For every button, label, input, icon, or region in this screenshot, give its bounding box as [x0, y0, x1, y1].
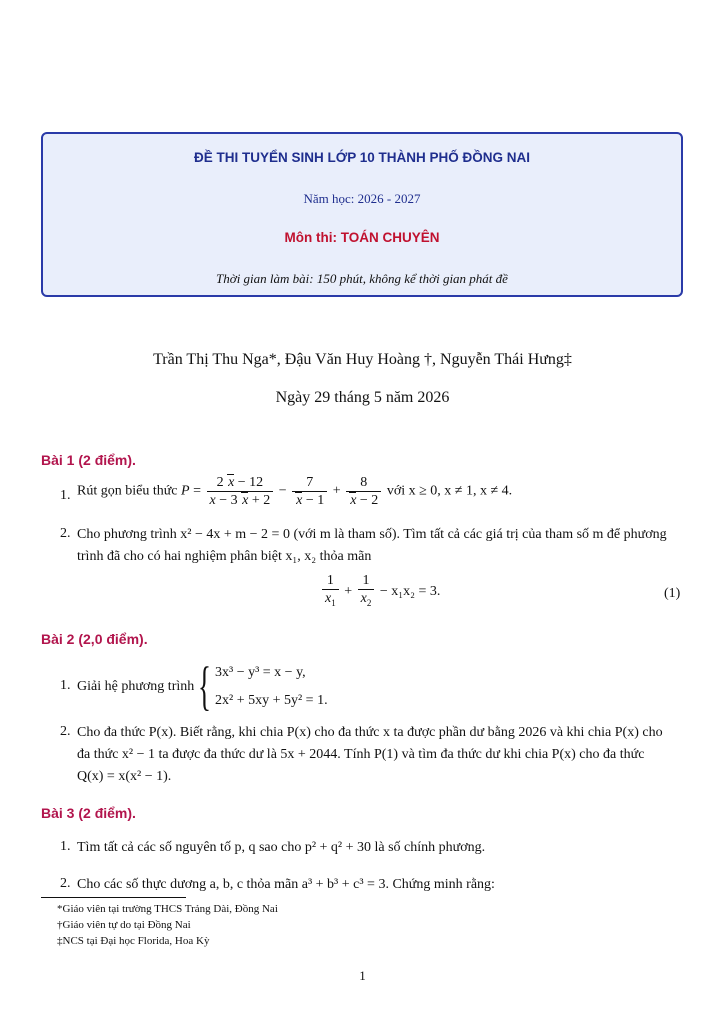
expression-line: Rút gọn biểu thức P = $\frac{2 x - 12}{x - 3 x + 2}$ − $\frac{7}{x - 1}$ + $\frac{8}{x - 2}$ với x ≥ 0, x ≠ 1, x ≠ 4. — [77, 475, 513, 508]
fraction-1: $\frac{2 x - 12}{x - 3 x + 2}$ — [207, 474, 274, 509]
system-lead: Giải hệ phương trình — [77, 679, 195, 694]
footnote-rule — [41, 897, 186, 898]
exam-subject: Môn thi: TOÁN CHUYÊN — [284, 230, 440, 245]
problem-2-heading: Bài 2 (2,0 điểm). — [41, 631, 148, 647]
footnote: *Giáo viên tại trường THCS Trảng Dài, Đồng Nai — [57, 903, 278, 915]
problem-text: Cho phương trình x² − 4x + m − 2 = 0 (với m là tham số). Tìm tất cả các giá trị của tham số m để phương trình đã cho có hai nghiệm phân biệt x₁, x₂ thỏa mãn — [77, 527, 667, 564]
exam-title: ĐỀ THI TUYỂN SINH LỚP 10 THÀNH PHỐ ĐỒNG NAI — [193, 150, 531, 165]
item-label: 1. — [60, 488, 71, 503]
system-brace: { — [198, 656, 211, 716]
problem-3-heading: Bài 3 (2 điểm). — [41, 805, 136, 821]
equation-number: (1) — [664, 586, 681, 601]
fraction-2: $\frac{7}{x - 1}$ — [292, 474, 327, 509]
school-year: Năm học: 2026 - 2027 — [303, 191, 421, 206]
problem-text: Cho đa thức P(x). Biết rằng, khi chia P(x) cho đa thức x ta được phần dư bằng 2026 và khi chia P(x) cho đa thức x² − 1 ta được đa thức dư là 5x + 2044. Tính P(1) và tìm đa thức dư khi chia P(x) cho đa thức Q(x) = x(x² − 1). — [77, 725, 663, 784]
system-equation-1: 3x³ − y³ = x − y, — [215, 665, 306, 680]
equation-1: $\frac{1}{x_1}$ + $\frac{1}{x_2}$ − x₁x₂ = 3. — [320, 572, 440, 612]
exam-header-box — [41, 132, 683, 297]
date: Ngày 29 tháng 5 năm 2026 — [275, 389, 450, 406]
authors: Trần Thị Thu Nga*, Đậu Văn Huy Hoàng †, Nguyễn Thái Hưng‡ — [153, 351, 572, 368]
system-equation-2: 2x² + 5xy + 5y² = 1. — [215, 693, 328, 708]
expression-lead: Rút gọn biểu thức — [77, 483, 178, 499]
expression-condition: với x ≥ 0, x ≠ 1, x ≠ 4. — [386, 483, 513, 499]
item-label: 1. — [60, 839, 71, 854]
fraction-3: $\frac{8}{x - 2}$ — [346, 474, 381, 509]
item-label: 2. — [60, 876, 71, 891]
problem-1-heading: Bài 1 (2 điểm). — [41, 452, 136, 468]
problem-text: Cho các số thực dương a, b, c thỏa mãn a³ + b³ + c³ = 3. Chứng minh rằng: — [77, 877, 495, 892]
item-label: 2. — [60, 526, 71, 541]
item-label: 1. — [60, 678, 71, 693]
exam-time: Thời gian làm bài: 150 phút, không kể thời gian phát đề — [216, 271, 508, 286]
problem-text: Tìm tất cả các số nguyên tố p, q sao cho p² + q² + 30 là số chính phương. — [77, 840, 486, 855]
footnote: †Giáo viên tự do tại Đồng Nai — [57, 919, 191, 931]
page-number: 1 — [359, 968, 366, 983]
footnote: ‡NCS tại Đại học Florida, Hoa Kỳ — [57, 935, 210, 947]
item-label: 2. — [60, 724, 71, 739]
